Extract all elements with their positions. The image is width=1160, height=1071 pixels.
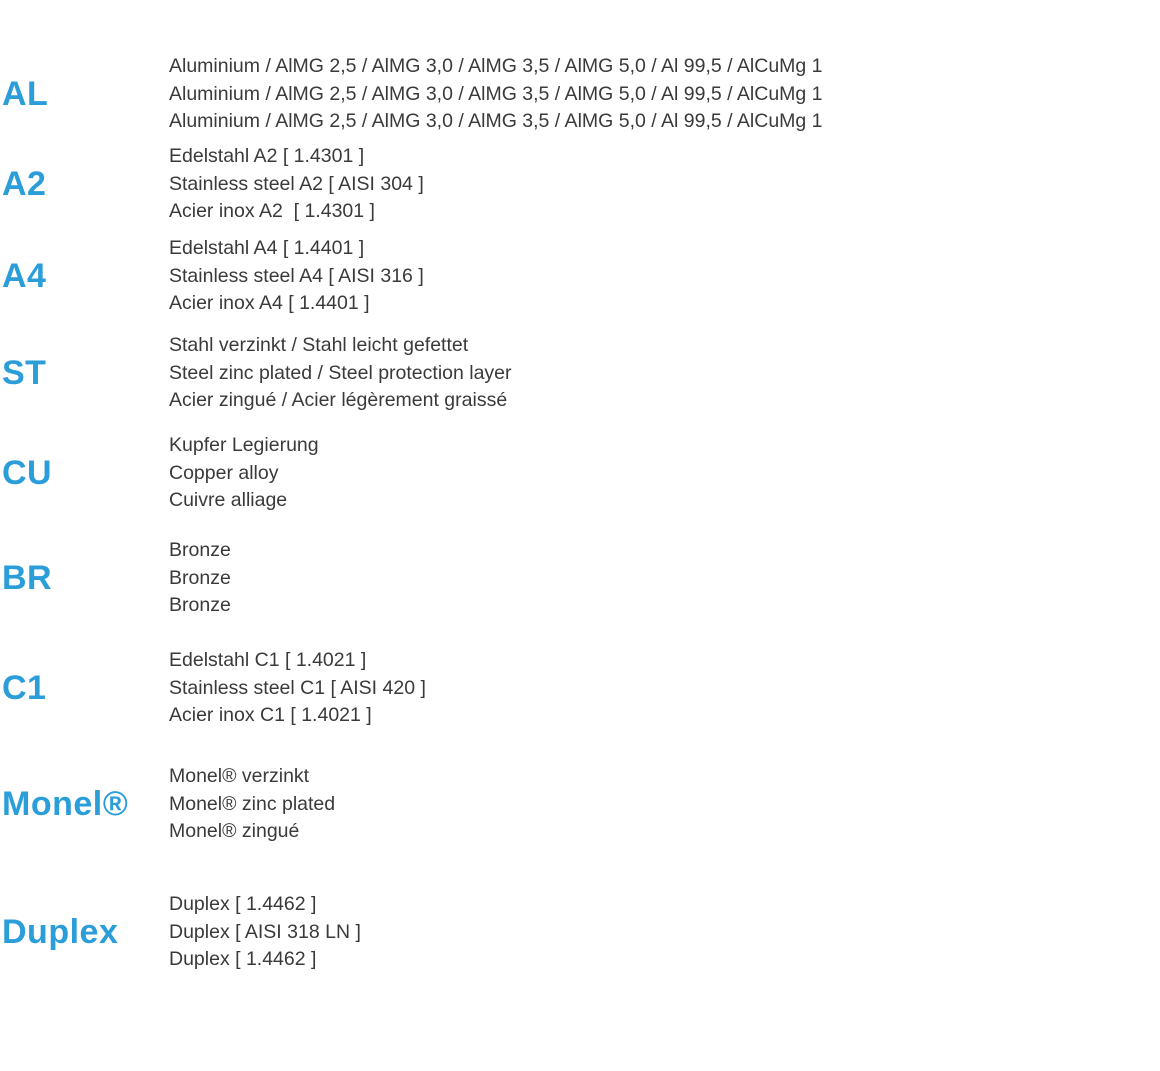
material-description-line-fr: Acier inox C1 [ 1.4021 ]	[169, 704, 372, 726]
material-code: A4	[2, 256, 47, 295]
material-description-line-de: Edelstahl A4 [ 1.4401 ]	[169, 237, 365, 259]
material-description-line-fr: Cuivre alliage	[169, 489, 288, 511]
material-row	[0, 432, 1160, 515]
material-descriptions	[169, 537, 231, 620]
material-description-line-fr: Duplex [ 1.4462 ]	[169, 948, 317, 970]
material-descriptions	[169, 332, 512, 415]
material-descriptions	[169, 235, 424, 318]
material-row	[0, 537, 1160, 620]
material-description-line-fr: Acier inox A4 [ 1.4401 ]	[169, 292, 370, 314]
material-code: AL	[2, 74, 49, 113]
material-description-line-de: Duplex [ 1.4462 ]	[169, 893, 317, 915]
material-code: ST	[2, 353, 47, 392]
material-row	[0, 763, 1160, 846]
material-description-line-de: Aluminium / AlMG 2,5 / AlMG 3,0 / AlMG 3,5 / AlMG 5,0 / Al 99,5 / AlCuMg 1	[169, 55, 823, 77]
material-descriptions	[169, 891, 361, 974]
material-description-line-fr: Acier zingué / Acier légèrement graissé	[169, 389, 508, 411]
material-description-line-fr: Bronze	[169, 594, 231, 616]
material-descriptions	[169, 763, 335, 846]
material-descriptions	[169, 647, 426, 730]
material-code: Monel®	[2, 784, 129, 823]
material-row	[0, 332, 1160, 415]
material-row	[0, 143, 1160, 226]
material-row	[0, 235, 1160, 318]
material-description-line-en: Steel zinc plated / Steel protection layer	[169, 361, 512, 384]
material-description-line-de: Edelstahl C1 [ 1.4021 ]	[169, 649, 367, 671]
material-description-line-fr: Aluminium / AlMG 2,5 / AlMG 3,0 / AlMG 3,5 / AlMG 5,0 / Al 99,5 / AlCuMg 1	[169, 110, 823, 132]
material-description-line-en: Bronze	[169, 566, 231, 589]
material-description-line-en: Duplex [ AISI 318 LN ]	[169, 920, 361, 943]
material-descriptions	[169, 143, 424, 226]
material-description-line-de: Stahl verzinkt / Stahl leicht gefettet	[169, 334, 469, 356]
material-row	[0, 647, 1160, 730]
material-description-line-en: Stainless steel A2 [ AISI 304 ]	[169, 172, 424, 195]
material-description-line-en: Aluminium / AlMG 2,5 / AlMG 3,0 / AlMG 3,5 / AlMG 5,0 / Al 99,5 / AlCuMg 1	[169, 82, 823, 105]
material-code: Duplex	[2, 912, 119, 951]
material-code: C1	[2, 668, 47, 707]
material-code: BR	[2, 558, 53, 597]
material-code: A2	[2, 164, 47, 203]
material-description-line-fr: Acier inox A2 [ 1.4301 ]	[169, 200, 375, 222]
material-description-line-de: Bronze	[169, 539, 231, 561]
material-description-line-de: Edelstahl A2 [ 1.4301 ]	[169, 145, 365, 167]
material-code: CU	[2, 453, 53, 492]
material-row	[0, 53, 1160, 136]
material-description-line-de: Monel® verzinkt	[169, 765, 310, 787]
material-descriptions	[169, 53, 823, 136]
material-description-line-en: Monel® zinc plated	[169, 792, 336, 815]
material-description-line-en: Stainless steel A4 [ AISI 316 ]	[169, 264, 424, 287]
material-row	[0, 891, 1160, 974]
material-descriptions	[169, 432, 319, 515]
material-description-line-de: Kupfer Legierung	[169, 434, 319, 456]
material-description-line-en: Copper alloy	[169, 461, 279, 484]
material-description-line-fr: Monel® zingué	[169, 820, 300, 842]
material-description-line-en: Stainless steel C1 [ AISI 420 ]	[169, 676, 426, 699]
